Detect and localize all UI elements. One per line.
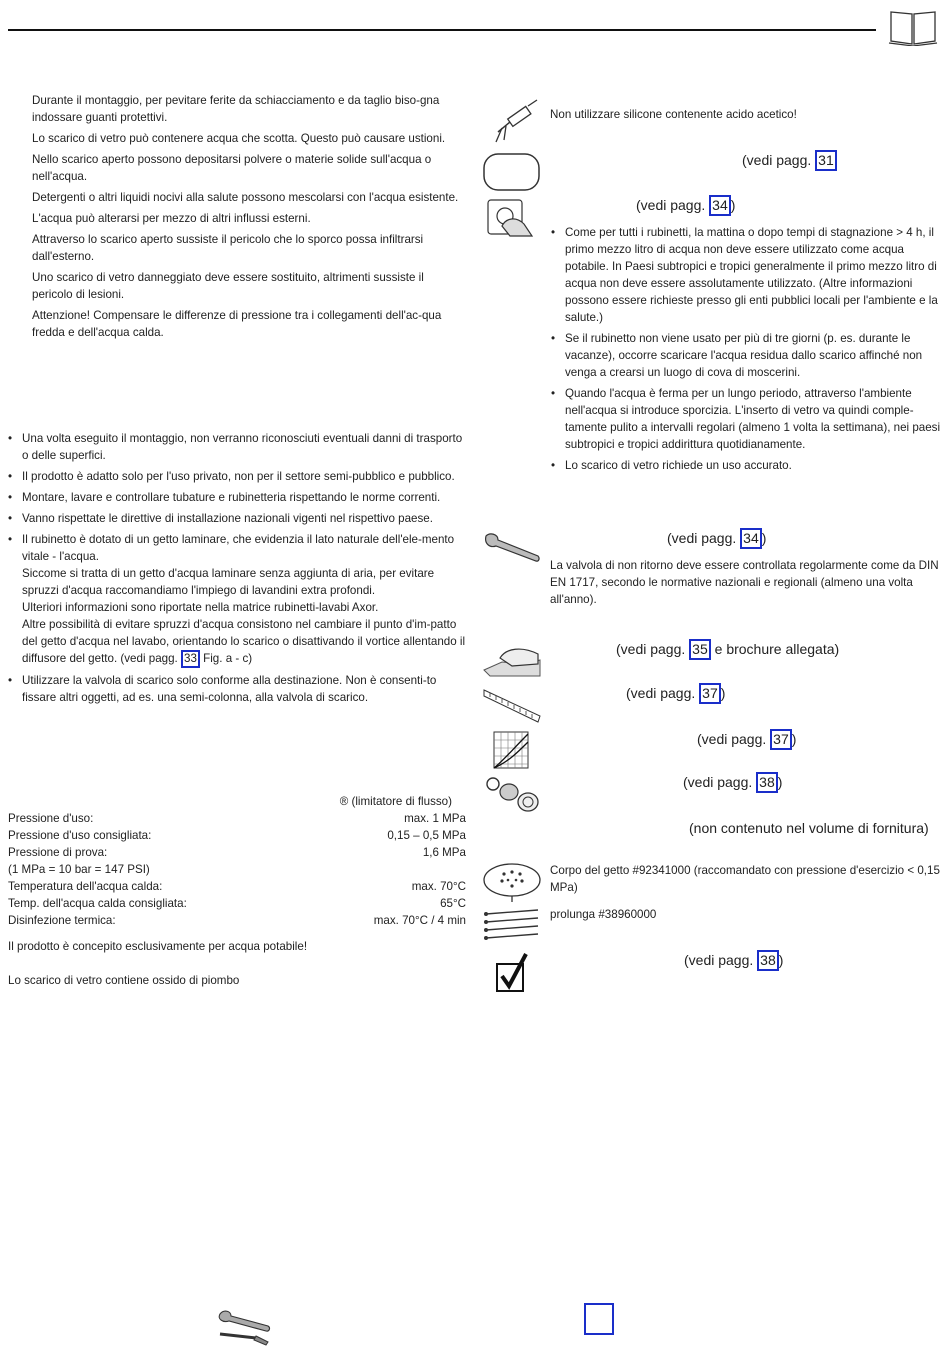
safety-text: Attraverso lo scarico aperto sussiste il pericolo che lo sporco possa infiltrarsi dall'esterno.: [32, 233, 424, 263]
note-item: • Vanno rispettate le direttive di installazione nazionali vigenti nel rispettivo paese.: [8, 510, 468, 527]
tech-note: Lo scarico di vetro contiene ossido di piombo: [8, 974, 240, 987]
page-link-33[interactable]: 33: [181, 650, 200, 668]
page-link-34[interactable]: 34: [740, 528, 762, 549]
book-icon: [888, 10, 938, 46]
page-ref: (vedi pagg. 34 ): [667, 528, 766, 549]
safety-text: Nello scarico aperto possono depositarsi polvere o materie solide sull'acqua o nell'acqua.: [32, 153, 432, 183]
extension-rods-icon: [482, 906, 542, 946]
tech-row: Temperatura dell'acqua calda: max. 70°C: [8, 880, 466, 893]
safety-text: Durante il montaggio, per pevitare ferite da schiacciamento e da taglio biso-gna indossare guanti protettivi.: [32, 94, 440, 124]
tech-note: Il prodotto è concepito esclusivamente per acqua potabile!: [8, 940, 308, 953]
page-link-38[interactable]: 38: [757, 950, 779, 971]
page-ref: (vedi pagg. 31: [742, 150, 837, 171]
silicone-warning: Non utilizzare silicone contenente acido acetico!: [550, 108, 797, 121]
silicone-gun-icon: [490, 98, 540, 146]
note-item: • Il rubinetto è dotato di un getto laminare, che evidenzia il lato naturale dell'ele-mento vitale - l'acqua. Siccome si tratta di un getto d'acqua laminare senza aggiunta di aria, per evitare spruzzi d'acqua raccomandiamo l'impiego di lavandini extra profondi. Ulteriori informazioni sono riportate nella matrice rubinetti-lavabi Axor. Altre possibilità di evitare spruzzi d'acqua consistono nel cambiare il punto d'im-patto del getto d'acqua nel lavabo, orientando lo scarico o disattivando il vortice allentando il diffusore del getto. (vedi pagg. 33 Fig. a - c): [8, 531, 468, 668]
hygiene-item: • Lo scarico di vetro richiede un uso accurato.: [551, 457, 941, 474]
page-link-31[interactable]: 31: [815, 150, 837, 171]
page-ref: (vedi pagg. 34 ): [636, 195, 735, 216]
spare-parts-icon: [484, 774, 542, 814]
page-ref: (vedi pagg. 38 ): [684, 950, 783, 971]
notes-section: [8, 430, 468, 710]
header-rule: [8, 29, 876, 31]
page-ref: (vedi pagg. 35 e brochure allegata): [616, 639, 839, 660]
hygiene-section: [551, 224, 941, 478]
extension-text: prolunga #38960000: [550, 908, 657, 921]
tech-data: [8, 793, 466, 989]
mounting-template-icon: [482, 152, 542, 192]
page-link-37[interactable]: 37: [699, 683, 721, 704]
safety-text: Detergenti o altri liquidi nocivi alla salute possono mescolarsi con l'acqua esistente.: [32, 191, 459, 204]
page-ref: (vedi pagg. 37 ): [626, 683, 725, 704]
safety-text: Uno scarico di vetro danneggiato deve essere sostituito, altrimenti sussiste il pericolo di lesioni.: [32, 271, 424, 301]
tech-header: ® (limitatore di flusso): [339, 795, 452, 808]
page-link-35[interactable]: 35: [689, 639, 711, 660]
wrench-icon: [482, 530, 542, 566]
safety-section: [32, 92, 467, 345]
page-link-34[interactable]: 34: [709, 195, 731, 216]
tools-icon: [216, 1308, 272, 1348]
hygiene-item: • Quando l'acqua è ferma per un lungo periodo, attraverso l'ambiente nell'acqua si introduce sporcizia. L'inserto di vetro va quindi comple-tamente pulito a intervalli regolari (almeno 1 volta la settimana), nei paesi subtropici e tropici addirittura quotidianamente.: [551, 385, 941, 453]
ruler-icon: [482, 686, 542, 724]
checkmark-icon: [494, 950, 530, 994]
tech-row: Disinfezione termica: max. 70°C / 4 min: [8, 914, 466, 927]
page-ref: (vedi pagg. 38 ): [683, 772, 782, 793]
note-item: • Una volta eseguito il montaggio, non verranno riconosciuti eventuali danni di trasporto o delle superfici.: [8, 430, 468, 464]
flush-hand-icon: [486, 196, 536, 238]
note-item: • Utilizzare la valvola di scarico solo conforme alla destinazione. Non è consenti-to fissare altri oggetti, ad es. una semi-colonna, alla valvola di scarico.: [8, 672, 468, 706]
hygiene-item: • Se il rubinetto non viene usato per più di tre giorni (p. es. durante le vacanze), occorre scaricare l'acqua residua dallo scarico affinché non venga a crearsi un luogo di cova di moscerini.: [551, 330, 941, 381]
page-link-38[interactable]: 38: [756, 772, 778, 793]
hygiene-item: • Come per tutti i rubinetti, la mattina o dopo tempi di stagnazione > 4 h, il primo mezzo litro di acqua non deve essere utilizzato come acqua potabile. In Paesi subtropici e tropici generalmente il primo mezzo litro di acqua non deve essere assolutamente utilizzato. (Altre informazioni possono essere richieste presso gli enti pubblici locali per l'ambiente e la salute.): [551, 224, 941, 326]
tech-row: Temp. dell'acqua calda consigliata: 65°C: [8, 897, 466, 910]
flow-diagram-icon: [492, 730, 530, 770]
tech-row: Pressione d'uso: max. 1 MPa: [8, 812, 466, 825]
tech-row: (1 MPa = 10 bar = 147 PSI): [8, 863, 150, 876]
not-included-note: (non contenuto nel volume di fornitura): [689, 820, 929, 836]
jet-body-text: Corpo del getto #92341000 (raccomandato con pressione d'esercizio < 0,15 MPa): [550, 864, 940, 894]
safety-text: L'acqua può alterarsi per mezzo di altri influssi esterni.: [32, 212, 311, 225]
non-return-valve-note: La valvola di non ritorno deve essere controllata regolarmente come da DIN EN 1717, secondo le normative nazionali e regionali (almeno una volta all'anno).: [550, 559, 939, 606]
cleaning-hand-icon: [482, 642, 542, 678]
safety-text: Lo scarico di vetro può contenere acqua che scotta. Questo può causare ustioni.: [32, 132, 446, 145]
tech-row: Pressione di prova: 1,6 MPa: [8, 846, 466, 859]
jet-body-icon: [482, 860, 544, 904]
safety-text: Attenzione! Compensare le differenze di pressione tra i collegamenti dell'ac-qua fredda e dell'acqua calda.: [32, 309, 442, 339]
tech-row: Pressione d'uso consigliata: 0,15 – 0,5 MPa: [8, 829, 466, 842]
page-ref: (vedi pagg. 37 ): [697, 729, 796, 750]
footer-page-box: [584, 1303, 614, 1335]
note-item: • Montare, lavare e controllare tubature e rubinetteria rispettando le norme correnti.: [8, 489, 468, 506]
page-link-37[interactable]: 37: [770, 729, 792, 750]
note-item: • Il prodotto è adatto solo per l'uso privato, non per il settore semi-pubblico e pubblico.: [8, 468, 468, 485]
